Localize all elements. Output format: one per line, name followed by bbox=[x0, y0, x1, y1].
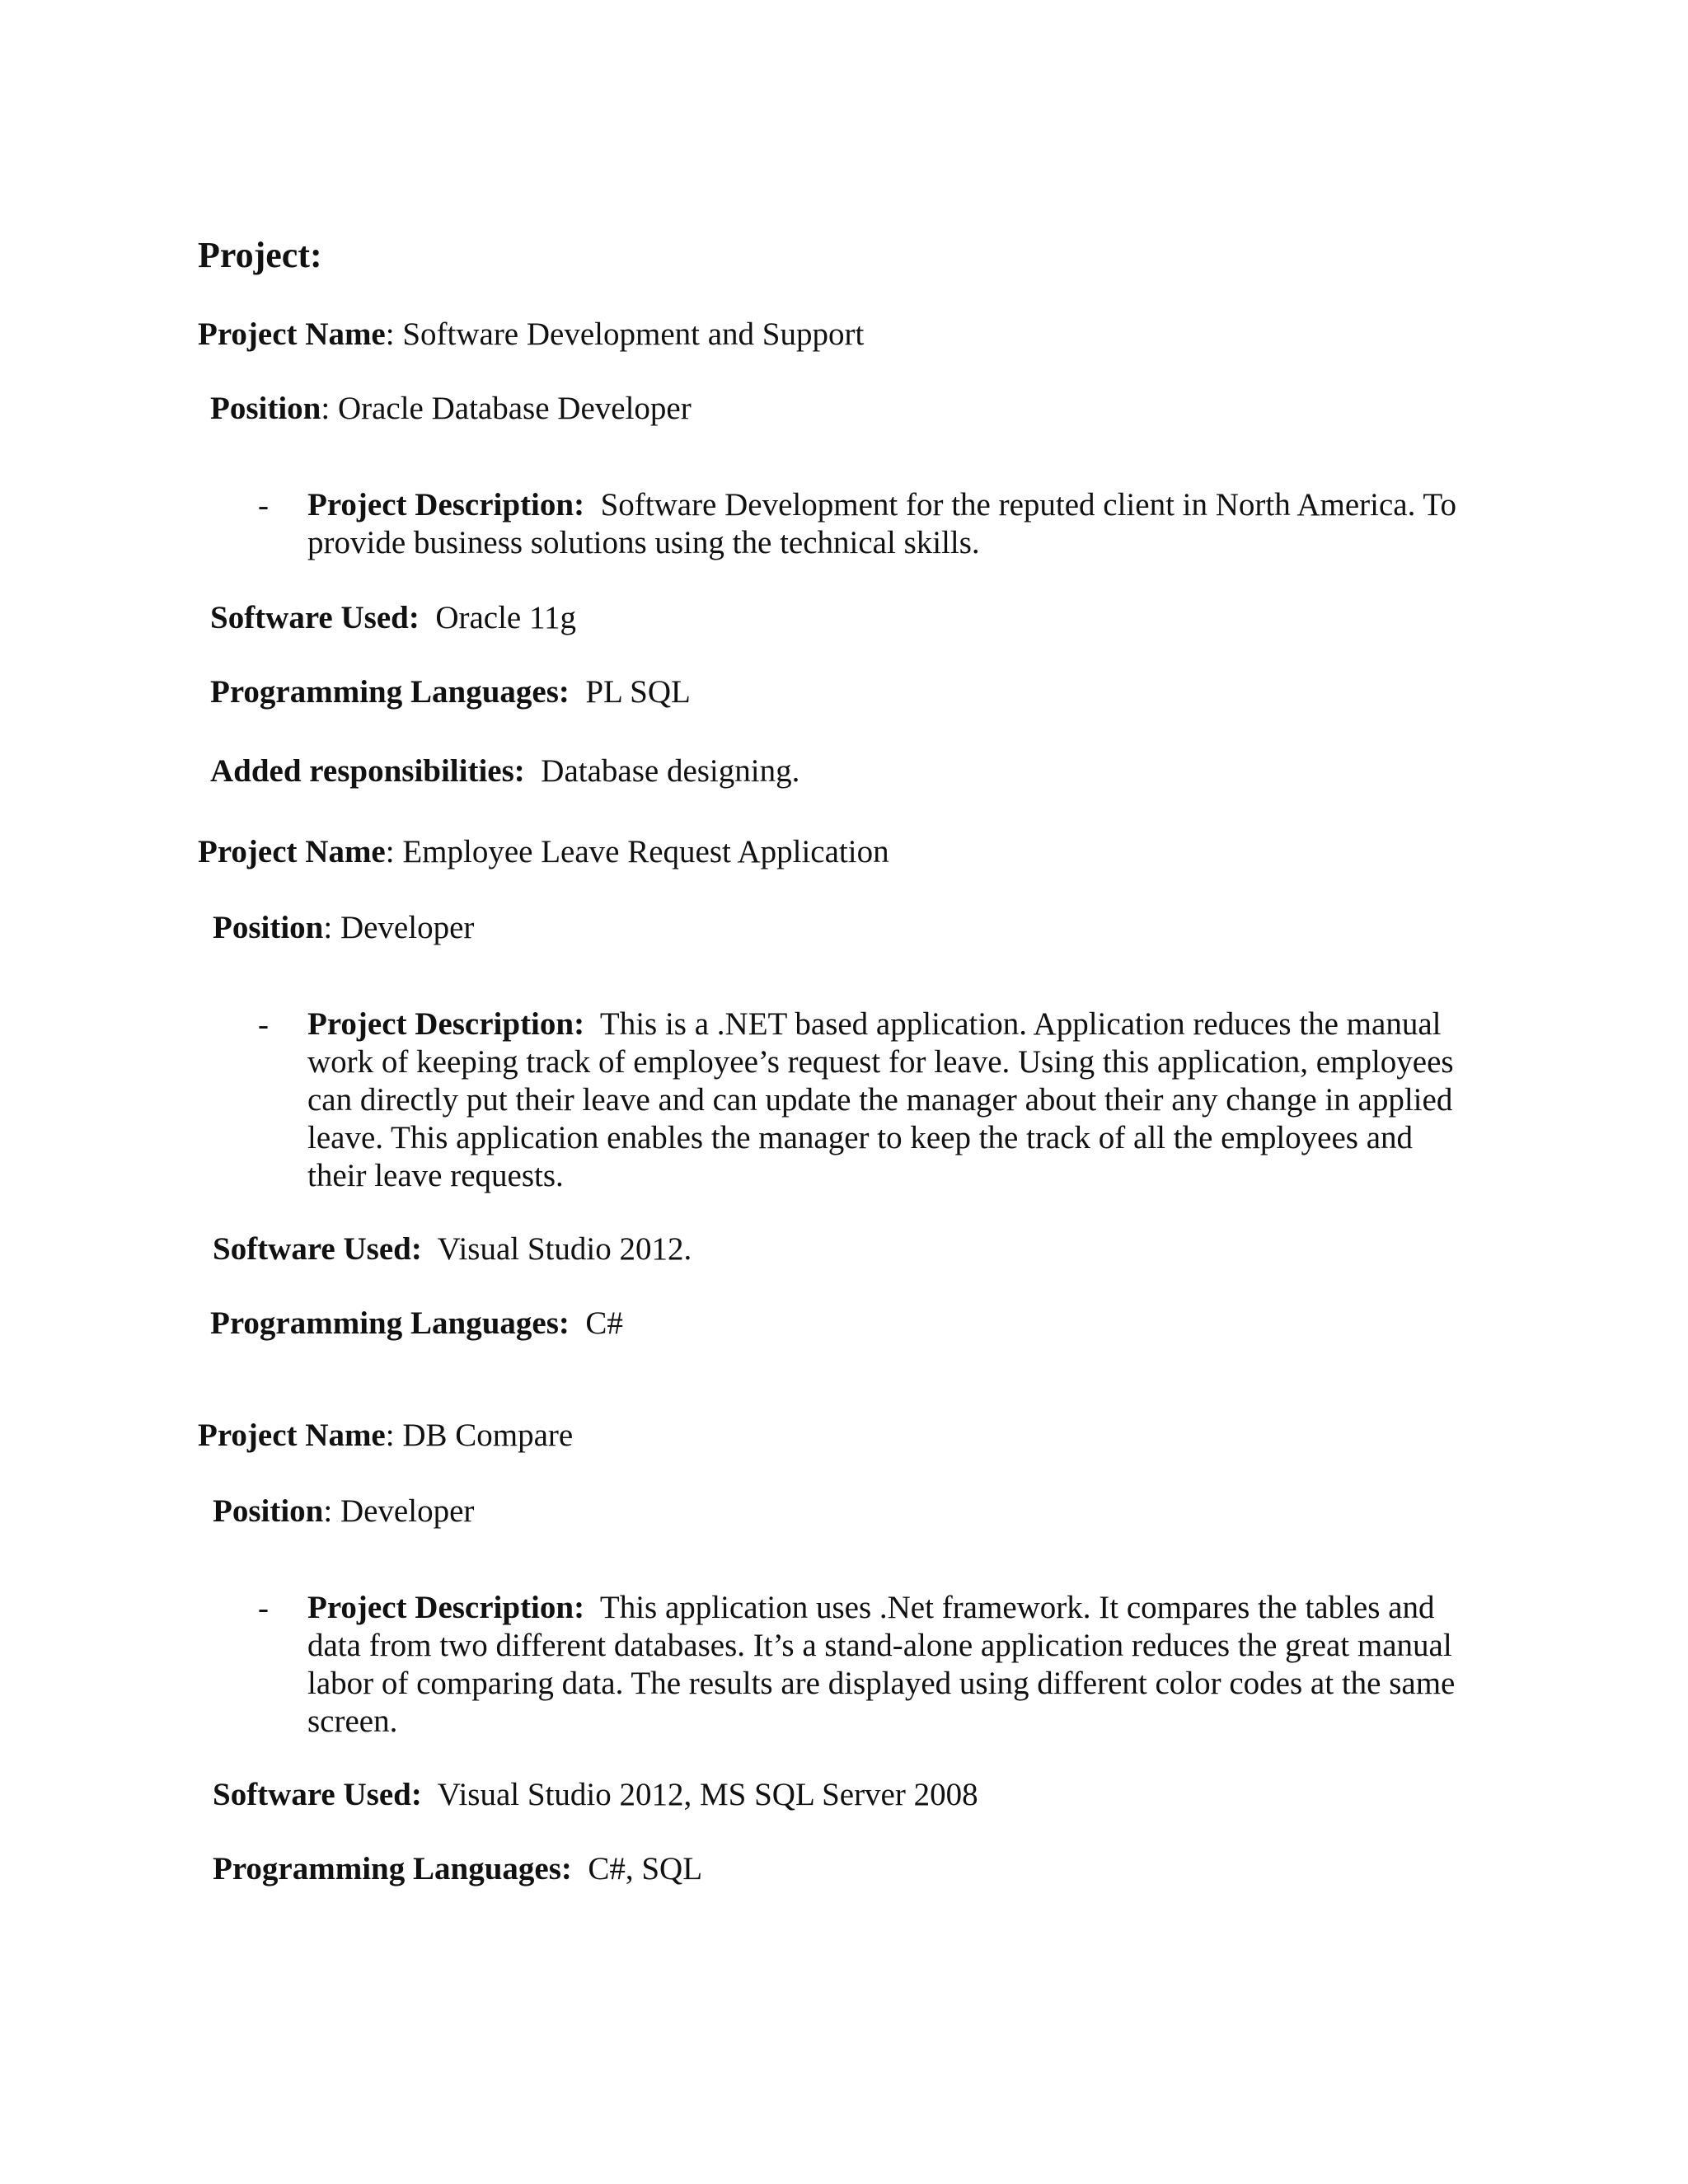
position-label: Position bbox=[210, 391, 321, 426]
project-description bbox=[307, 1589, 1461, 1741]
project-description bbox=[307, 1005, 1461, 1195]
languages-value: C# bbox=[585, 1305, 623, 1341]
project-name-value: : Software Development and Support bbox=[385, 316, 865, 352]
languages-value: C#, SQL bbox=[588, 1851, 703, 1886]
position-line bbox=[210, 389, 692, 428]
position-line bbox=[213, 908, 474, 947]
software-label: Software Used: bbox=[210, 600, 420, 635]
languages-label: Programming Languages: bbox=[210, 1305, 570, 1341]
project-name-line bbox=[198, 1416, 573, 1455]
project-name-line bbox=[198, 832, 889, 871]
languages-value: PL SQL bbox=[585, 674, 691, 710]
software-label: Software Used: bbox=[213, 1777, 422, 1812]
position-value: : Oracle Database Developer bbox=[321, 391, 692, 426]
software-value: Oracle 11g bbox=[435, 600, 577, 635]
position-label: Position bbox=[213, 1493, 324, 1529]
project-description-text: Software Development for the reputed client in North America. To provide business solutions using the technical skills. bbox=[307, 487, 1456, 560]
project-description bbox=[307, 486, 1461, 562]
position-value: : Developer bbox=[323, 910, 475, 945]
added-responsibilities-value: Database designing. bbox=[541, 753, 800, 789]
project-name-label: Project Name bbox=[198, 1418, 386, 1453]
languages-line bbox=[213, 1849, 702, 1888]
software-line bbox=[213, 1775, 978, 1814]
project-name-value: : DB Compare bbox=[385, 1418, 574, 1453]
project-description-label: Project Description: bbox=[307, 487, 585, 523]
languages-label: Programming Languages: bbox=[210, 674, 570, 710]
project-description-text: This is a .NET based application. Application reduces the manual work of keeping track of employee’s request for leave. Using this application, employees can directly put their leave and can update the manager about their any change in applied leave. This application enables the manager to keep the track of all the employees and their leave requests. bbox=[307, 1006, 1454, 1193]
project-description-label: Project Description: bbox=[307, 1006, 585, 1042]
project-name-label: Project Name bbox=[198, 316, 386, 352]
project-name-value: : Employee Leave Request Application bbox=[385, 834, 889, 869]
software-label: Software Used: bbox=[213, 1231, 422, 1267]
bullet-dash: - bbox=[258, 1007, 269, 1043]
position-value: : Developer bbox=[323, 1493, 475, 1529]
languages-label: Programming Languages: bbox=[213, 1851, 572, 1886]
position-line bbox=[213, 1492, 474, 1530]
bullet-dash: - bbox=[258, 1591, 269, 1626]
project-name-label: Project Name bbox=[198, 834, 386, 869]
added-responsibilities-line bbox=[210, 752, 799, 790]
software-line bbox=[210, 598, 576, 637]
software-value: Visual Studio 2012, MS SQL Server 2008 bbox=[437, 1777, 978, 1812]
languages-line bbox=[210, 673, 691, 711]
languages-line bbox=[210, 1304, 623, 1343]
software-line bbox=[213, 1230, 692, 1268]
added-responsibilities-label: Added responsibilities: bbox=[210, 753, 525, 789]
software-value: Visual Studio 2012. bbox=[437, 1231, 692, 1267]
position-label: Position bbox=[213, 910, 324, 945]
project-description-text: This application uses .Net framework. It compares the tables and data from two different databases. It’s a stand-alone application reduces the great manual labor of comparing data. The results are displayed using different color codes at the same screen. bbox=[307, 1590, 1456, 1739]
project-description-label: Project Description: bbox=[307, 1590, 585, 1625]
bullet-dash: - bbox=[258, 488, 269, 523]
section-heading: Project: bbox=[198, 235, 322, 275]
project-name-line bbox=[198, 315, 864, 354]
